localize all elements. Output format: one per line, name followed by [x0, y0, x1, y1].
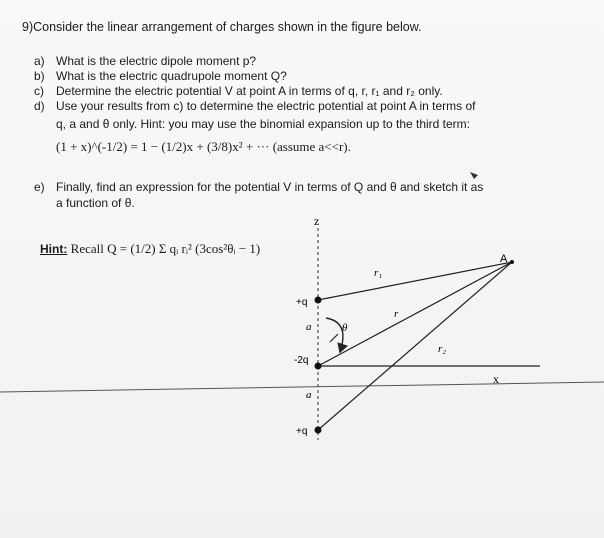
part-c-text: Determine the electric potential V at point A in terms of q, r, r₁ and r₂ only.	[56, 84, 443, 98]
r-label: r	[394, 308, 399, 320]
charge-bot-dot	[315, 427, 322, 434]
spacing-bot-label: a	[306, 389, 312, 401]
charge-bot-label: +q	[296, 426, 308, 437]
binomial-formula: (1 + x)^(-1/2) = 1 − (1/2)x + (3/8)x² + ··· (assume a<<r).	[56, 139, 351, 154]
part-e-label: e)	[34, 180, 45, 194]
point-a-dot	[510, 260, 514, 264]
part-a-text: What is the electric dipole moment p?	[56, 54, 257, 68]
angle-label: θ	[342, 322, 348, 334]
axis-x-label: x	[493, 372, 499, 386]
hint-label: Hint:	[40, 242, 68, 256]
x-axis-line-left	[0, 382, 604, 392]
axis-z-label: z	[314, 214, 320, 228]
question-title: 9)Consider the linear arrangement of charges shown in the figure below.	[22, 20, 422, 34]
part-c-label: c)	[34, 84, 44, 98]
angle-arc-tick	[330, 334, 338, 342]
angle-arc-arrow	[326, 318, 343, 352]
r2-label: r₂	[438, 343, 447, 355]
r1-line	[318, 262, 512, 300]
r2-line	[318, 262, 512, 430]
point-a-label: A	[500, 253, 508, 265]
part-e-cont: a function of θ.	[56, 196, 135, 210]
r-line	[318, 262, 512, 366]
part-b-text: What is the electric quadrupole moment Q?	[56, 69, 287, 83]
spacing-top-label: a	[306, 321, 312, 333]
part-b-label: b)	[34, 69, 45, 83]
pen-mark-icon	[470, 172, 478, 179]
charge-top-label: +q	[296, 297, 308, 308]
charge-mid-label: -2q	[294, 355, 309, 366]
r1-label: r₁	[374, 267, 383, 279]
charge-top-dot	[315, 297, 322, 304]
hint-formula: Recall Q = (1/2) Σ qᵢ rᵢ² (3cos²θᵢ − 1)	[70, 241, 261, 256]
part-a-label: a)	[34, 54, 45, 68]
charge-mid-dot	[315, 363, 322, 370]
part-e-text: Finally, find an expression for the potential V in terms of Q and θ and sketch it as	[56, 180, 484, 194]
part-d-text: Use your results from c) to determine the electric potential at point A in terms of	[56, 99, 476, 113]
part-d-label: d)	[34, 99, 45, 113]
part-d-cont: q, a and θ only. Hint: you may use the binomial expansion up to the third term:	[56, 117, 471, 131]
